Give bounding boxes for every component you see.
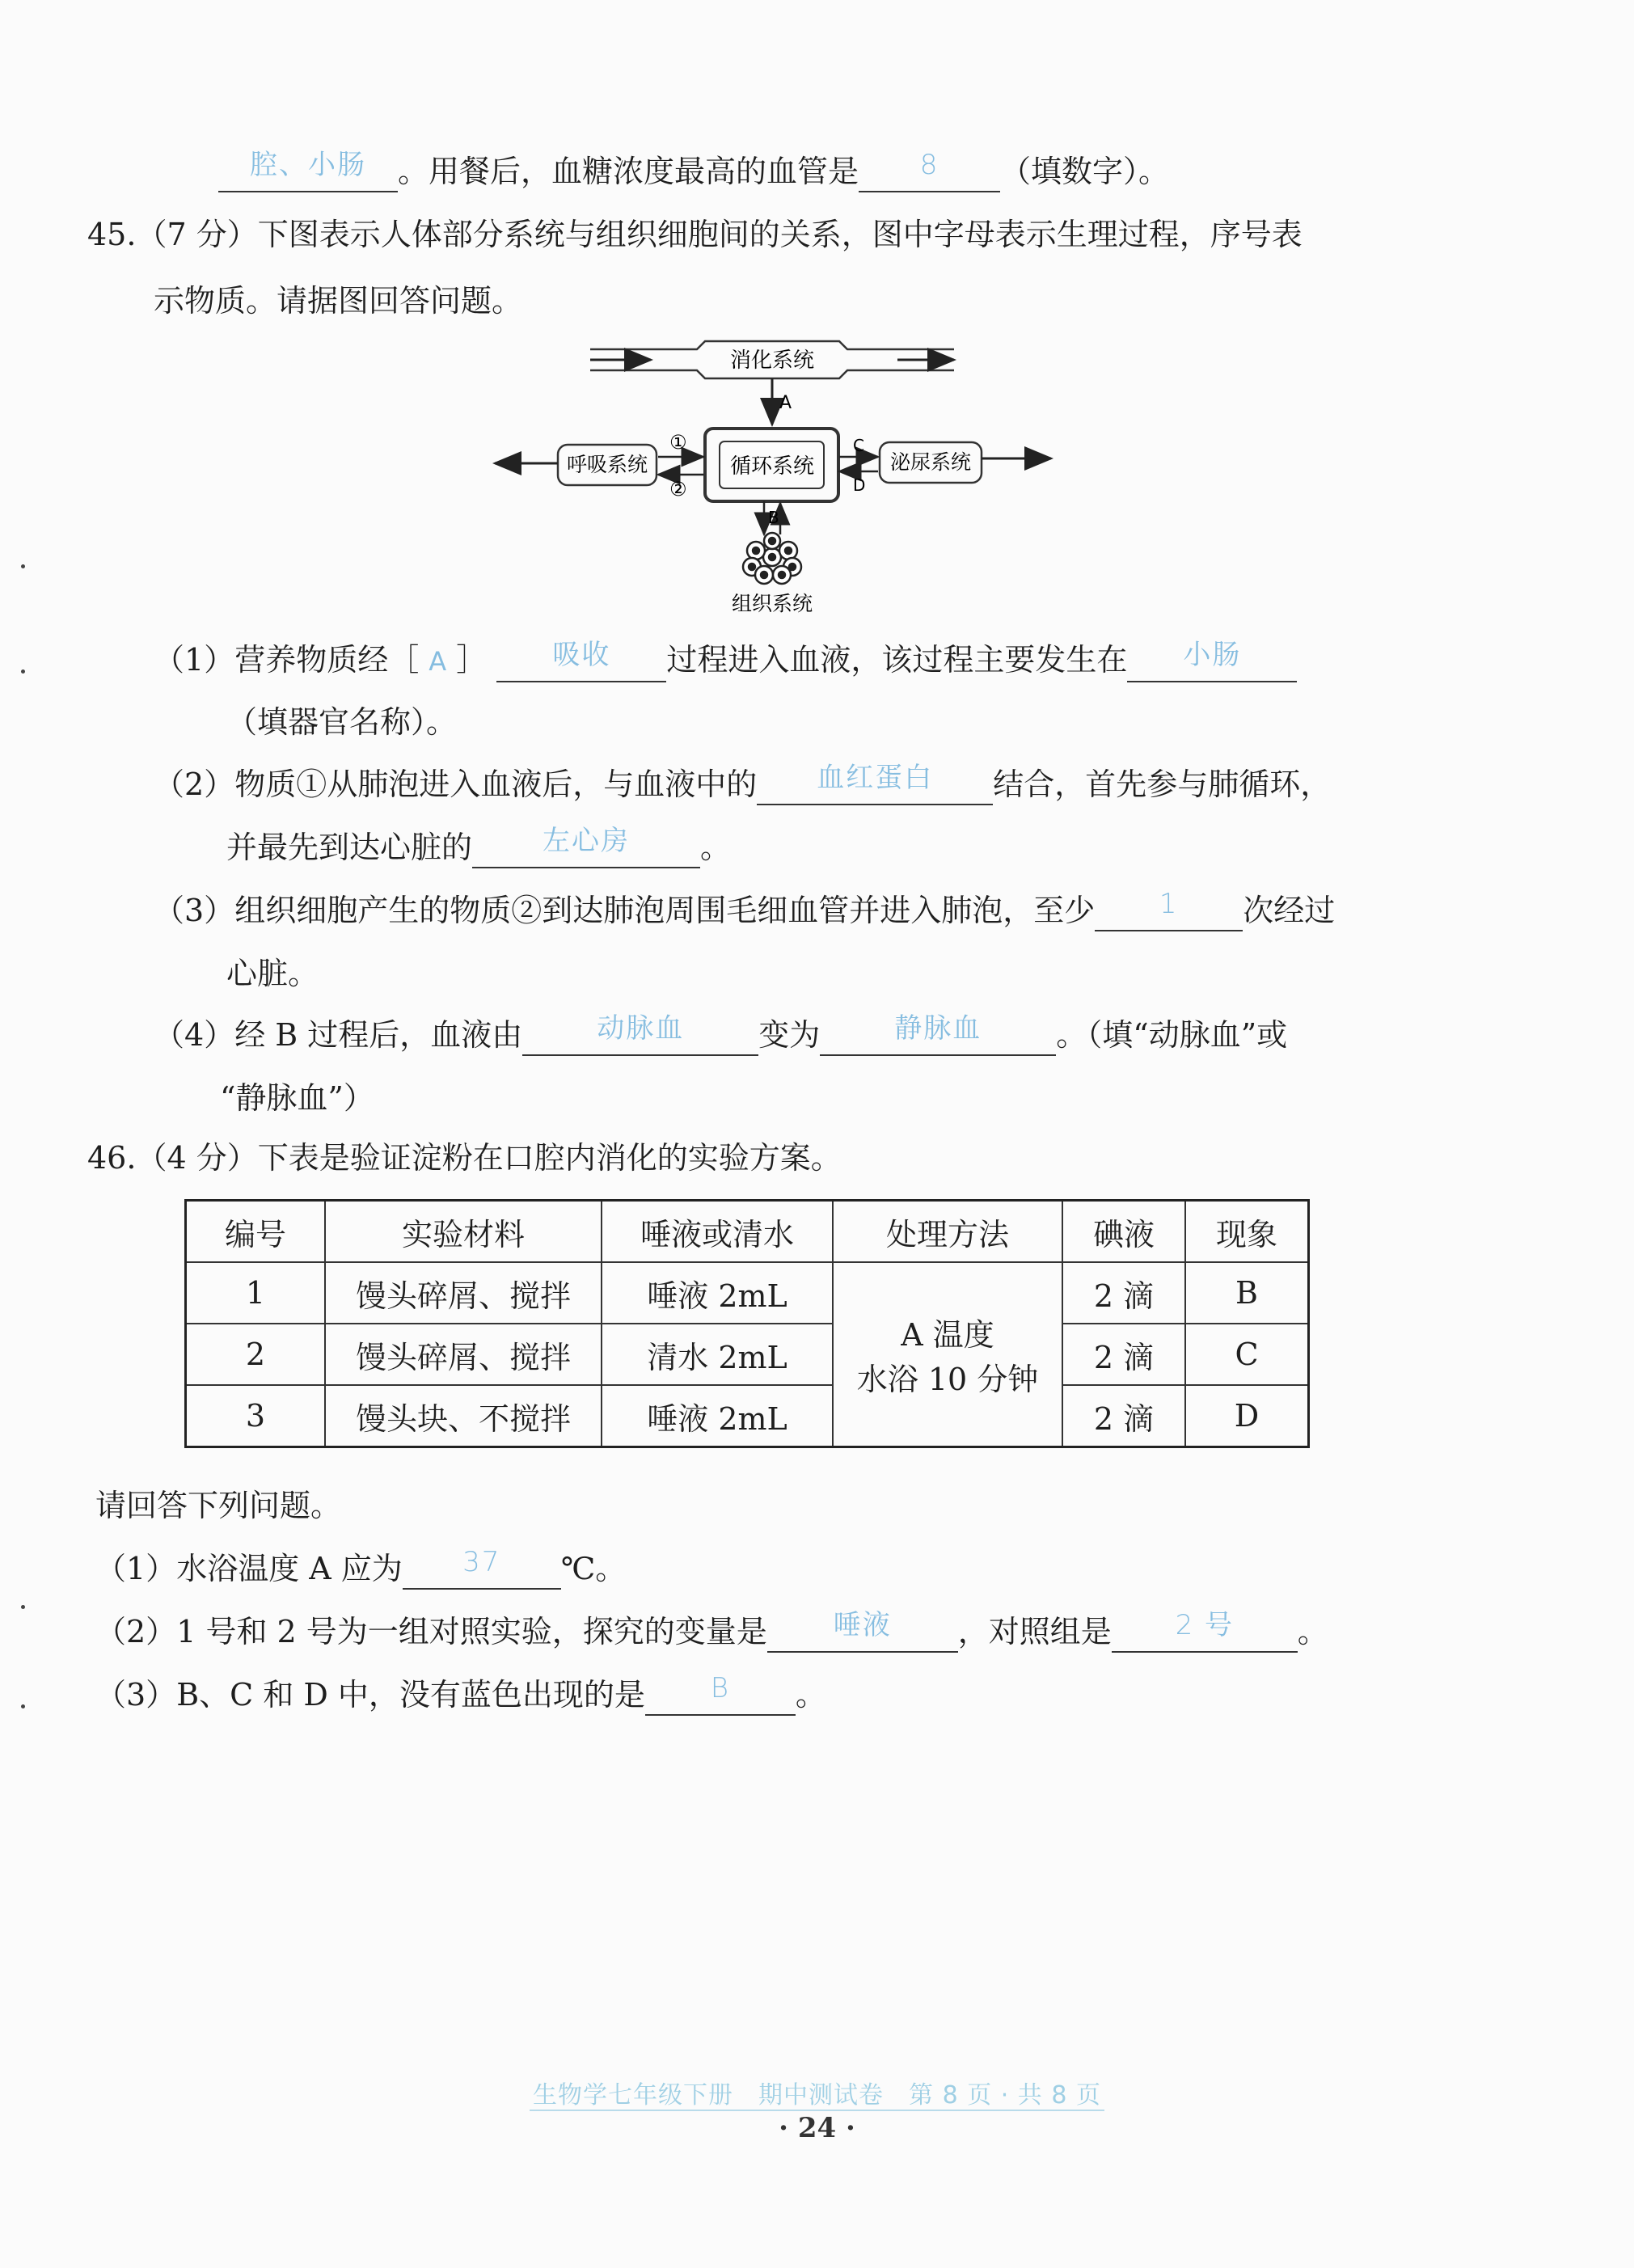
scan-speck [21,1704,25,1708]
table-cell: 3 [186,1385,326,1447]
question-number: 45. [87,217,137,252]
answer-blank [496,639,666,682]
digestive-system-box [590,341,954,378]
text: 。 [795,1677,826,1713]
method-line2: 水浴 10 分钟 [856,1362,1039,1397]
q45-part3 [154,889,1335,931]
scan-speck [21,1605,25,1609]
text: B、C 和 D 中，没有蓝色出现的是 [176,1677,645,1713]
q45-intro-line2: 示物质。请据图回答问题。 [154,283,523,319]
table-cell: C [1185,1324,1309,1385]
table-header: 编号 [186,1201,326,1263]
table-cell: 2 滴 [1062,1385,1185,1447]
text: 。用餐后，血糖浓度最高的血管是 [398,154,859,189]
answer-blank [1127,639,1297,682]
question-number: 46. [87,1140,137,1176]
circulatory-system-box [705,429,838,501]
top-line [218,150,1169,192]
answer-blank [820,1012,1056,1056]
q45-part1-line2: （填器官名称）。 [226,704,458,740]
answer-blank [472,825,700,868]
table-header-row [186,1201,1309,1263]
label-B: B [768,508,779,527]
tissue-cells [743,533,801,584]
table-cell: 1 [186,1262,326,1324]
method-cell [833,1262,1062,1447]
table-header: 现象 [1185,1201,1309,1263]
answer-blank [522,1012,758,1056]
text: （填数字）。 [1000,154,1170,189]
q46-intro [87,1137,842,1179]
part-number: （2） [95,1614,177,1649]
handwritten-answer: 1 [1159,888,1179,920]
text: ℃。 [560,1551,627,1586]
footer-title-text: 生物学七年级下册 期中测试卷 第 8 页 · 共 8 页 [530,2081,1104,2111]
table-header: 唾液或清水 [602,1201,833,1263]
answer-blank [403,1546,561,1590]
handwritten-answer: 37 [462,1546,501,1578]
handwritten-answer: 唾液 [833,1609,892,1641]
page-number: · 24 · [779,2112,855,2144]
table-cell: 2 滴 [1062,1262,1185,1324]
text: 并最先到达心脏的 [226,830,473,865]
part-number: （1） [154,642,235,678]
table-header: 碘液 [1062,1201,1185,1263]
label-1: ① [669,431,687,454]
scan-speck [21,564,25,568]
text: 水浴温度 A 应为 [176,1551,403,1586]
answer-blank [218,149,398,192]
answer-blank [645,1672,796,1716]
method-line1: A 温度 [901,1317,994,1353]
text: 。（填“动脉血”或 [1056,1017,1288,1053]
text: 1 号和 2 号为一组对照实验，探究的变量是 [176,1614,767,1649]
text: （4 分）下表是验证淀粉在口腔内消化的实验方案。 [136,1140,842,1176]
answer-blank [1095,888,1243,931]
label-2: ② [669,478,687,500]
table-header: 实验材料 [325,1201,602,1263]
text: 过程进入血液，该过程主要发生在 [666,642,1128,678]
handwritten-answer: B [710,1672,731,1704]
q45-part4 [154,1014,1287,1056]
experiment-table [184,1199,1310,1448]
table-row [186,1324,1309,1385]
table-cell: 清水 2mL [602,1324,833,1385]
text: 。 [700,830,732,865]
part-number: （1） [95,1551,177,1586]
text: 组织细胞产生的物质②到达肺泡周围毛细血管并进入肺泡，至少 [234,893,1096,928]
handwritten-answer: 吸收 [552,639,611,671]
urinary-label: 泌尿系统 [889,450,972,474]
q45-part2-line2 [226,826,731,868]
text: 营养物质经［ [234,642,420,678]
handwritten-answer: 左心房 [543,825,631,857]
q45-part3-line2: 心脏。 [226,956,319,991]
text: ，对照组是 [957,1614,1112,1649]
handwritten-answer: 动脉血 [597,1012,685,1045]
part-number: （3） [95,1677,177,1713]
table-header: 处理方法 [833,1201,1062,1263]
text: （7 分）下图表示人体部分系统与组织细胞间的关系，图中字母表示生理过程，序号表 [136,217,1303,252]
text: 次经过 [1243,893,1336,928]
table-cell: 唾液 2mL [602,1385,833,1447]
handwritten-answer: 小肠 [1183,639,1242,671]
text: 变为 [758,1017,821,1053]
part-number: （4） [154,1017,235,1053]
text: 结合，首先参与肺循环， [993,767,1332,802]
label-C: C [853,436,864,455]
q46-part1 [95,1548,626,1590]
q45-intro-line1 [87,213,1303,256]
table-row [186,1385,1309,1447]
table-cell: D [1185,1385,1309,1447]
urinary-system-box [880,442,1051,483]
respiratory-label: 呼吸系统 [566,453,648,476]
table-cell: 2 [186,1324,326,1385]
q46-prompt: 请回答下列问题。 [95,1488,342,1523]
part-number: （3） [154,893,235,928]
q45-part1 [154,639,1297,682]
text: 经 B 过程后，血液由 [234,1017,523,1053]
table-cell: 2 滴 [1062,1324,1185,1385]
table-row [186,1262,1309,1324]
table-cell: B [1185,1262,1309,1324]
q45-part2 [154,763,1331,805]
label-D: D [853,475,866,495]
table-cell: 馒头碎屑、搅拌 [325,1262,602,1324]
text: 物质①从肺泡进入血液后，与血液中的 [234,767,758,802]
handwritten-answer: 8 [919,149,939,181]
digestive-label: 消化系统 [729,348,815,373]
answer-blank [767,1609,958,1653]
body-systems-diagram [485,336,1067,627]
q46-part3 [95,1674,826,1716]
scan-speck [21,669,25,674]
answer-blank [859,149,1000,192]
handwritten-answer: 血红蛋白 [817,762,934,794]
handwritten-answer: 静脉血 [894,1012,982,1045]
handwritten-answer: 2 号 [1175,1609,1235,1641]
text: 。 [1297,1614,1328,1649]
q45-part4-line2: “静脉血”） [220,1080,374,1116]
handwritten-answer: A [429,646,447,677]
handwritten-answer: 腔、小肠 [250,149,366,181]
footer-title [0,2075,1634,2110]
part-number: （2） [154,767,235,802]
label-A: A [779,393,792,413]
circulatory-label: 循环系统 [729,454,815,479]
tissue-label: 组织系统 [731,592,813,615]
table-cell: 馒头碎屑、搅拌 [325,1324,602,1385]
text: ］ [456,642,488,678]
answer-blank [757,762,993,805]
table-cell: 馒头块、不搅拌 [325,1385,602,1447]
table-cell: 唾液 2mL [602,1262,833,1324]
answer-blank [1112,1609,1298,1653]
q46-part2 [95,1611,1328,1653]
respiratory-system-box [495,445,657,485]
